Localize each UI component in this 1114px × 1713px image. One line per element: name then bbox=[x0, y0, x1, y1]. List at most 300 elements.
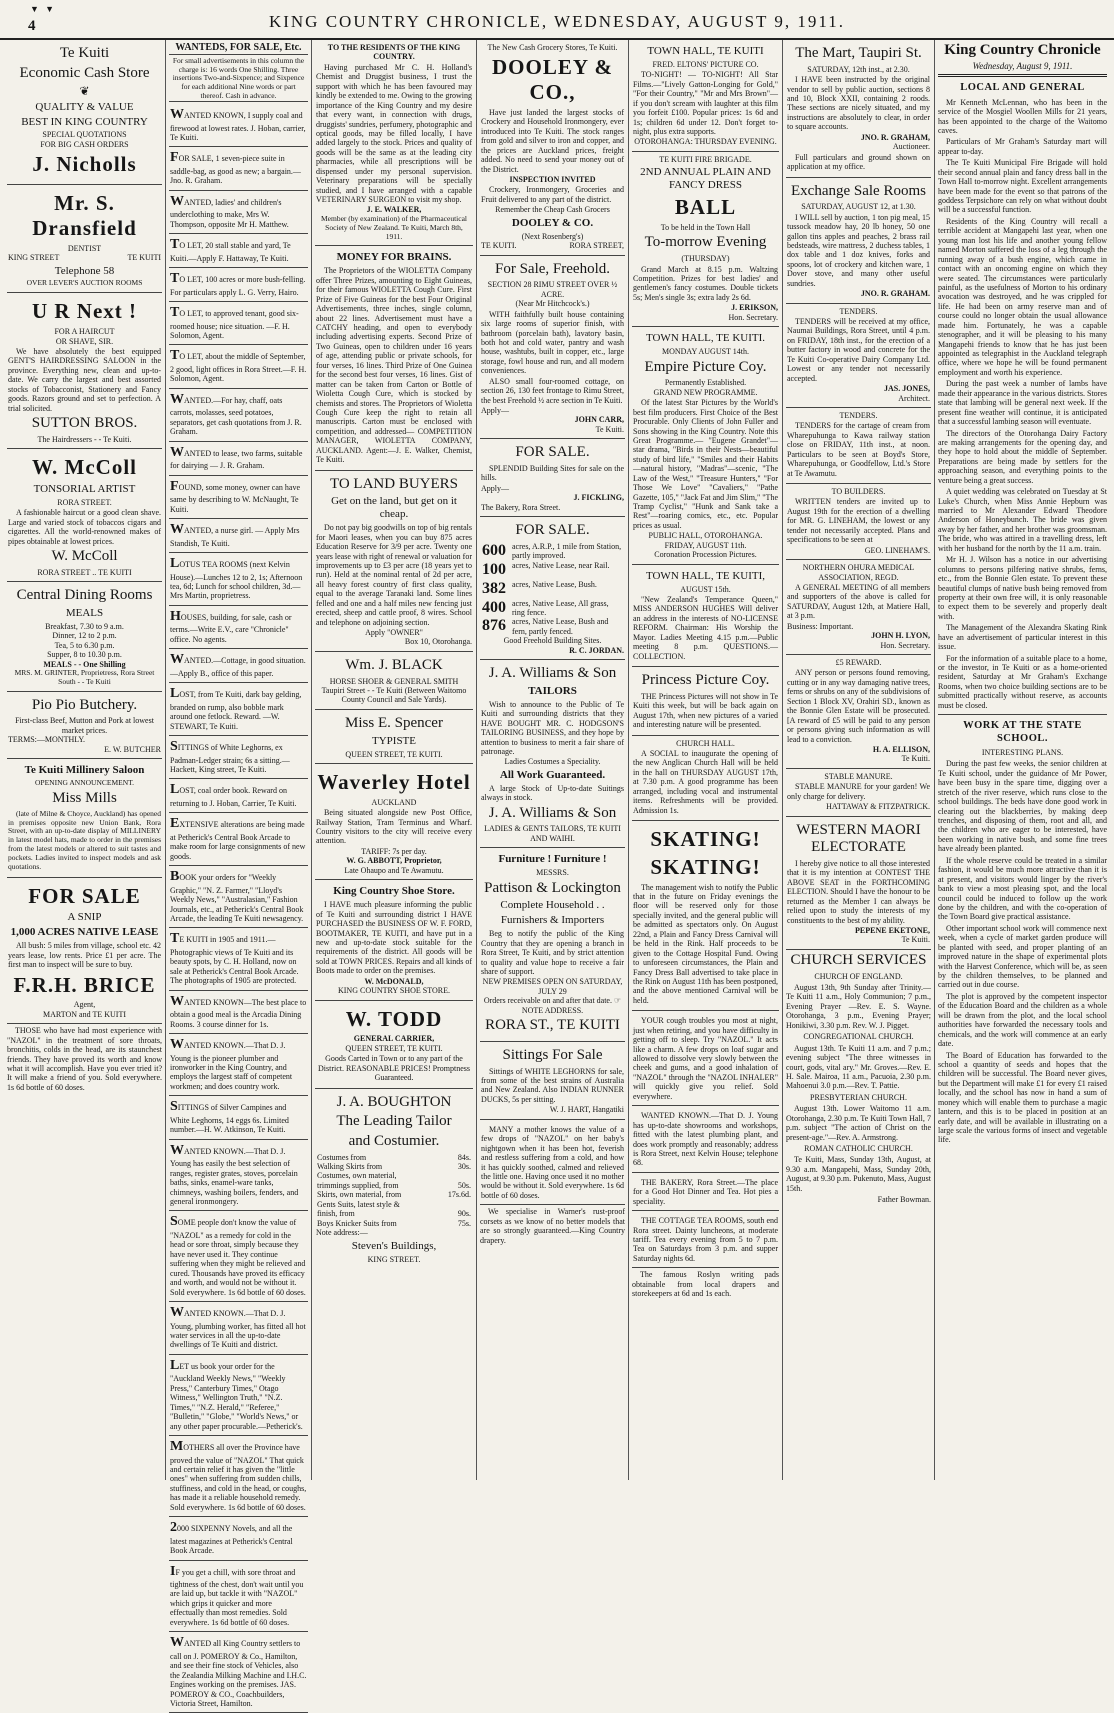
school-subhead: INTERESTING PLANS. bbox=[981, 747, 1064, 757]
ad-reward bbox=[786, 655, 931, 769]
classified-ad: WANTED, a nurse girl. — Apply Mrs Standish, Te Kuiti. bbox=[169, 519, 308, 553]
ad-boughton bbox=[315, 1089, 473, 1268]
money-body: The Proprietors of the WIOLETTA Company offer Three Prizes, amounting to Eight Guineas, for their famous WIOLETTA Cough Cure. First Prize of Five Guineas for the best Four Original Advertisements, three inches, single column, about 22 lines. Advertisement must have a CATCHY heading, and open to everybody including advertising experts. Second Prize of Two Guineas, open to children under 16 years of age, attending public or private schools, for four verses, 16 lines. Third Prize of One Guinea for the second best four verses, 16 lines. Gist of matter can be taken from Carton or Bottle of Wioletta Cough Cure, which is stocked by chemists and stores. The Proprietors of Wioletta Cough Cure keep the right to retain all manuscripts. Carton must be enclosed with competition, and addressed— COMPETITION MANAGER, WIOLETTA COMPANY, AUCKLAND. Agent:—J. E. Walker, Chemist, Te Kuiti. bbox=[316, 266, 472, 465]
butchery-body: First-class Beef, Mutton and Pork at lowest market prices. bbox=[15, 716, 154, 735]
cong-head: CONGREGATIONAL CHURCH. bbox=[803, 1032, 914, 1042]
classified-ad: EXTENSIVE alterations are being made at Petherick's Central Book Arcade to make room for large consignments of new goods. bbox=[169, 813, 308, 866]
divider bbox=[938, 714, 1107, 715]
todd-name: W. TODD bbox=[345, 1006, 443, 1031]
skating-head-2: SKATING! bbox=[650, 854, 761, 879]
ball-venue: To be held in the Town Hall bbox=[660, 223, 751, 233]
exchange-name: Exchange Sale Rooms bbox=[791, 182, 926, 199]
news-paragraph: During the past week a number of lambs have made their appearance in the various districts. Stores state that lambing will be general next week. If the present fine weather will continue, it is anticipated that a successful lambing season will eventuate. bbox=[938, 379, 1107, 427]
roslyn-ad: The famous Roslyn writing pads obtainable from local drapers and storekeepers at 6d and 1s each. bbox=[632, 1270, 779, 1299]
dentist-town: TE KUITI bbox=[127, 253, 161, 263]
stable-hattaway: HATTAWAY & FITZPATRICK. bbox=[826, 802, 930, 812]
temperance-date: AUGUST 15th. bbox=[680, 584, 731, 594]
black-trade: HORSE SHOER & GENERAL SMITH bbox=[329, 676, 459, 686]
western-body: I hereby give notice to all those interested that it is my intention at CONTEST THE ABOVE SEAT in the FORTHCOMING ELECTION. Should I have the honour to be returned as the Member I can always be relied upon to study the interests of my constituents to the best of my ability. bbox=[787, 858, 930, 925]
brice-location: MARTON and TE KUITI bbox=[43, 1009, 126, 1019]
dentist-street: KING STREET bbox=[8, 253, 60, 263]
reward-ellison: H. A. ELLISON, bbox=[872, 744, 930, 754]
editorial-masthead: King Country Chronicle bbox=[944, 42, 1101, 58]
sites-body: SPLENDID Building Sites for sale on the hills. bbox=[481, 464, 624, 483]
price-row: finish, from 90s. bbox=[317, 1209, 471, 1219]
classified-ad: SITTINGS of Silver Campines and White Leghorns, 14 eggs 6s. Limited number.—H. W. Atkinson, Te Kuiti. bbox=[169, 1096, 308, 1139]
acres-row: 382 acres, Native Lease, Bush. bbox=[482, 579, 597, 597]
chemist-name: J. E. WALKER, bbox=[366, 205, 422, 215]
classified-ad: WANTED KNOWN.—That D. J. Young, plumbing worker, has fitted all hot water services in all the up-to-date dwellings of Te Kuiti and district. bbox=[169, 1302, 308, 1355]
local-general-head: LOCAL AND GENERAL bbox=[960, 82, 1085, 94]
acres-table bbox=[481, 542, 624, 636]
pattison-messrs: MESSRS. bbox=[536, 868, 569, 878]
classified-ad: FOUND, some money, owner can have same by describing to W. McNaught, Te Kuiti. bbox=[169, 476, 308, 519]
boughton-price-list bbox=[316, 1153, 472, 1229]
ad-piopio-butchery bbox=[7, 692, 162, 759]
news-paragraph: Mr H. J. Wilson has a notice in our advertising columns to persons pilfering native shrubs, ferns, etc., from the Bonnie Glen estate. To prevent these beautiful clumps of native bush being removed from property at their own free will, it is only reasonable to expect them to be severely and properly dealt with. bbox=[938, 555, 1107, 621]
classified-ad: WANTED all King Country settlers to call on J. POMEROY & Co., Hamilton, and see their fine stock of Vehicles, also the Zealandia Milking Machine and I.H.C. Engines working on the premises. JAS. POMEROY & CO., Coachbuilders, Victoria Street, Hamilton. bbox=[169, 1632, 308, 1713]
classified-ad: WANTED KNOWN, I supply coal and firewood at lowest rates. J. Hoban, carrier, Te Kuiti. bbox=[169, 104, 308, 147]
price-row: trimmings supplied, from 50s. bbox=[317, 1180, 471, 1190]
ball-when: To-morrow Evening bbox=[644, 234, 767, 251]
dooley-name-2: DOOLEY & CO. bbox=[511, 216, 594, 229]
exchange-date: SATURDAY, AUGUST 12, at 1.30. bbox=[801, 202, 916, 212]
ad-temperance bbox=[632, 565, 779, 667]
empire-permanent: Permanently Established. bbox=[664, 378, 747, 388]
church-services bbox=[786, 952, 931, 1205]
price-row: Costumes, own material, bbox=[317, 1171, 397, 1181]
price-row: Costumes from 84s. bbox=[317, 1152, 471, 1162]
land-head: TO LAND BUYERS bbox=[329, 475, 459, 492]
running-head: KING COUNTRY CHRONICLE, WEDNESDAY, AUGUST 9, 1911. bbox=[268, 12, 846, 31]
acres-jordan: R. C. JORDAN. bbox=[569, 645, 624, 655]
classified-ad: LOST, from Te Kuiti, dark bay gelding, branded on rump, also bobble mark around one fetlock. Reward. —W. STEWART, Te Kuiti. bbox=[169, 683, 308, 736]
empire-date: MONDAY AUGUST 14th. bbox=[661, 347, 750, 357]
ohura-business: Business: Important. bbox=[787, 621, 854, 631]
empire-name: Empire Picture Coy. bbox=[644, 358, 767, 375]
western-eketone: PEPENE EKETONE, bbox=[855, 926, 930, 935]
bakery-ad: THE BAKERY, Rora Street.—The place for a Good Hot Dinner and Tea. Hot pies a speciality. bbox=[632, 1175, 779, 1211]
williams-stock: A large Stock of Up-to-date Suitings always in stock. bbox=[481, 783, 624, 803]
temperance-venue: TOWN HALL, TE KUITI, bbox=[645, 569, 766, 582]
waverley-city: AUCKLAND bbox=[371, 797, 417, 807]
classified-ad: TO LET, 20 stall stable and yard, Te Kuiti.—Apply F. Hattaway, Te Kuiti. bbox=[169, 234, 308, 268]
dining-breakfast: Breakfast, 7.30 to 9 a.m. bbox=[45, 621, 124, 631]
classified-ad: SOME people don't know the value of "NAZOL" as a remedy for cold in the head or sore throat, simply because they have never used it. They continue suffering when they might be relieved and cured. Thousands have proved its efficacy and worth, and would not be without it. Sold everywhere. 1s 6d bottle of 60 doses. bbox=[169, 1211, 308, 1302]
freehold-near: (Near Mr Hitchcock's.) bbox=[515, 299, 590, 309]
williams-ladies: Ladies Costumes a Speciality. bbox=[504, 757, 601, 767]
empire-venue: TOWN HALL, TE KUITI. bbox=[645, 332, 766, 345]
reward-head: £5 REWARD. bbox=[835, 658, 882, 667]
news-paragraph: For the information of a suitable place to a home, or the investor, in Te Kuiti or as a home-oriented resident, Saturday at Mr Graham's Exchange Rooms, when two choice building sections are to be submitted practically without reserve, as accounts must be closed. bbox=[938, 653, 1107, 710]
acres-row: 100 acres, Native Lease, near Rail. bbox=[482, 560, 610, 578]
tenders-body: TENDERS will be received at my office, Naumai Buildings, Rora Street, until 4 p.m. on FRIDAY, 18th inst., for the erection of a butter factory in wood and concrete for the Te Kuiti Co-operative Dairy Company Ltd. Lowest or any tender not necessarily accepted. bbox=[787, 317, 930, 383]
ball-brigade: TE KUITI FIRE BRIGADE. bbox=[659, 154, 752, 164]
millinery-body: (late of Milne & Choyce, Auckland) has opened in premises opposite new Union Bank, Rora Street, with an up-to-date display of MILLINERY in latest model hats, made to order in the premises from the latest models or altered to suit tastes and pockets. Ladies invited to inspect models and ask quotations. bbox=[8, 808, 161, 871]
ad-skating bbox=[632, 821, 779, 1011]
news-paragraph: The Te Kuiti Municipal Fire Brigade will hold their second annual plain and fancy dress ball in the Town Hall to-morrow night. Excellent arrangements have been made for the event so that patrons of the goddess Terpsichore can rely on what without doubt will be a successful function. bbox=[938, 158, 1107, 215]
ad-dentist bbox=[7, 185, 162, 293]
western-town: Te Kuiti. bbox=[901, 935, 930, 945]
ad-land-buyers bbox=[315, 471, 473, 652]
news-paragraph: The Board of Education has forwarded to the school a quantity of seeds and hopes that the children will be successful. The Board never gives, but the Department will make £1 for every £1 raised locally, and the school has now in hand a sum of money which will enable them to purchase a magic lantern, and this is to be placed in position at an early date, and will be available in illustrating on a large scale the various forms of insect and vegetable life. bbox=[938, 1050, 1107, 1145]
reward-body: ANY person or persons found removing, cutting or in any way damaging native trees, ferns or shrubs on any of the subdivisions of Section 1 Block XV, Orahiri SD., known as the Bonnie Glen Estate will be prosecuted. [A reward of £5 will be paid to any person or persons giving such information as will lead to a conviction. bbox=[787, 668, 930, 744]
column-4 bbox=[477, 40, 629, 1480]
pattison-head: Furniture ! Furniture ! bbox=[498, 853, 607, 866]
mart-body: I HAVE been instructed by the original vendor to sell by public auction, sections 8 and 10, Block XXII, containing 2 roods. These sections are nicely situated, and my instructions are absolutely to clear, in order to square accounts. bbox=[787, 75, 930, 132]
ad-mccoll bbox=[7, 449, 162, 582]
sites-head: FOR SALE. bbox=[515, 444, 590, 461]
black-address: Taupiri Street - - Te Kuiti (Between Waitomo County Council and Sale Yards). bbox=[321, 686, 467, 705]
ad-fire-brigade-ball bbox=[632, 152, 779, 327]
waverley-name: Waverley Hotel bbox=[317, 769, 471, 794]
church-hall-body: A SOCIAL to inaugurate the opening of the new Anglican Church Hall will be held in the hall on THURSDAY AUGUST 17th, at 7.30 p.m. A good programme has been arranged, including vocal and instrumental items. Refreshments will be provided. Admission 1s. bbox=[633, 748, 778, 815]
news-paragraph: The plot is approved by the competent inspector of the Education Board and the children as a whole will be drawn from the plot, and the local school authorities have forwarded the necessary tools and chemicals, and the work will commence at an early date. bbox=[938, 991, 1107, 1049]
acres-sites: Good Freehold Building Sites. bbox=[503, 636, 602, 646]
price-row: Walking Skirts from 30s. bbox=[317, 1162, 471, 1172]
dentist-title: DENTIST bbox=[67, 243, 102, 253]
ad-shoe-store bbox=[315, 880, 473, 1000]
classified-ad: MOTHERS all over the Province have proved the value of "NAZOL" That quick and certain relief it has given the "little ones" when suffering from sudden chills, stuffiness, and cold in the head, or coughs, has made it a reliable household remedy. Sold everywhere. 1s 6d bottle of 60 doses. bbox=[169, 1436, 308, 1517]
ohura-sec: Hon. Secretary. bbox=[880, 640, 930, 650]
land-apply: Apply "OWNER" bbox=[365, 628, 423, 637]
exchange-body: I WILL sell by auction, 1 ton pig meal, 15 tussock meadow hay, 20 lb honey, 50 one gallon tins apples and peaches, 2 brass rail bedsteads, wire mattress, 2 duchess tables, 1 dox table and 1 doz knives, forks and spoons, lot of crockery and kitchen ware, 1 Dover stove, and many other useful sundries. bbox=[787, 212, 930, 288]
ad-millinery bbox=[7, 759, 162, 877]
classified-ad: HOUSES, building, for sale, cash or terms.—Write E.V., care "Chronicle" office. No agents. bbox=[169, 606, 308, 649]
nazol-ad: THOSE who have had most experience with "NAZOL" in the treatment of sore throats, bronchitis, colds in the head, are its staunchest friends. They have proved its worth and know what it will accomplish. Have you ever tried it? It will make a friend of you. Sold everywhere. 1s 6d bottle of 60 doses. bbox=[7, 1026, 162, 1092]
classified-ad: WANTED.—Cottage, in good situation.—Apply B., office of this paper. bbox=[169, 649, 308, 683]
western-head: WESTERN MAORI ELECTORATE bbox=[796, 821, 921, 856]
pres-body: August 13th. Lower Waitomo 11 a.m. Otorohanga, 2.30 p.m. Te Kuiti Town Hall, 7 p.m. subject "The action of Christ on the present-age."—Rev. A. Armstrong. bbox=[786, 1104, 931, 1142]
classified-ad: BOOK your orders for "Weekly Graphic," "N. Z. Farmer," "Lloyd's Weekly News," "Australasian," Fashion Journals, etc., at Petherick's Central Book Arcade, the leading Te Kuiti newsagency. bbox=[169, 866, 308, 928]
sutton-sub-2: OR SHAVE, SIR. bbox=[55, 336, 114, 346]
butchery-owner: E. W. BUTCHER bbox=[104, 744, 161, 754]
sutton-name: SUTTON BROS. bbox=[31, 415, 138, 432]
price-row: Boys Knicker Suits from 75s. bbox=[317, 1218, 471, 1228]
mccoll-signature: W. McColl bbox=[51, 548, 118, 565]
cartage-head: TENDERS. bbox=[839, 410, 878, 420]
ad-jordan-acres bbox=[480, 517, 625, 660]
wanteds-title: WANTEDS, FOR SALE, Etc. bbox=[169, 42, 308, 55]
freehold-town: Te Kuiti. bbox=[595, 424, 624, 434]
dining-proprietress: MRS. M. GRINTER, Proprietress, Rora Street South - - Te Kuiti bbox=[14, 668, 155, 686]
millinery-opening: OPENING ANNOUNCEMENT. bbox=[34, 778, 135, 788]
ohura-body: A GENERAL MEETING of all members and supporters of the above is called for SATURDAY, August 12th, at Matiere Hall, at 3 p.m. bbox=[787, 582, 930, 621]
land-sub: Get on the land, but get on it cheap. bbox=[331, 495, 457, 521]
mart-particulars: Full particulars and ground shown on application at my office. bbox=[787, 152, 930, 172]
builders-lineham: GEO. LINEHAM'S. bbox=[864, 545, 930, 555]
boughton-street: KING STREET. bbox=[367, 1254, 421, 1264]
stable-head: STABLE MANURE. bbox=[824, 771, 893, 781]
ad-building-sites bbox=[480, 439, 625, 517]
snip-body: All bush: 5 miles from village, school etc. 42 years lease, low rents. Price £1 per acre. The first man to inspect will be sure to buy. bbox=[8, 941, 161, 970]
news-paragraph: A quiet wedding was celebrated on Tuesday at St Luke's Church, when Miss Annie Hepburn was married to Mr Alexander Edward Theodore Anderson of Honeybunch. The bride was given away by her father, and her brother was groomsman. The bride, who was attired in a travelling dress, left with her husband for the north by the 11 a.m. train. bbox=[938, 487, 1107, 553]
freehold-head: For Sale, Freehold. bbox=[495, 260, 610, 277]
school-head: WORK AT THE STATE SCHOOL. bbox=[963, 720, 1082, 744]
ball-day: (THURSDAY) bbox=[681, 254, 730, 264]
nazol-mother-ad: MANY a mother knows the value of a few drops of "NAZOL" on her baby's nightgown when it has been hot, feverish and restless suffering from a cold, and how it has quickly soothed, calmed and relieved the little one. Having once used it no mother would be without it. Sold everywhere. 1s 6d bottle of 60 doses. bbox=[480, 1122, 625, 1206]
news-paragraph: Other important school work will commence next week, when a cycle of market garden produce will be planted with seed, and proper planting of an improved nature in the shape of experimental plots with the Harvest Conference, which will be, as seen by the children themselves, to be planned and carried out in due course. bbox=[938, 923, 1107, 990]
church-head: CHURCH SERVICES bbox=[790, 951, 927, 968]
classified-ad: WANTED.—For hay, chaff, oats carrots, molasses, seed potatoes, separators, get cash quotations from J. R. Graham. bbox=[169, 389, 308, 442]
dentist-name: Mr. S. Dransfield bbox=[32, 191, 137, 240]
elton-body: TO-NIGHT! — TO-NIGHT! All Star Films.—"Lively Gatton-Longing for Gold," "For their Country," "Mr and Mrs Brown"—if you don't scream with laughter at this film you forfeit £100. Popular prices: 1s 6d and 1s; children 6d under 12. Don't forget to-night, plus extra supports. bbox=[633, 70, 778, 137]
acres-row: 876 acres, Native Lease, Bush and fern, partly fenced. bbox=[482, 617, 609, 636]
chemist-credentials: Member (by examination) of the Pharmaceutical Society of New Zealand. Te Kuiti, March 8th, 1911. bbox=[321, 213, 467, 241]
price-row: Gents Suits, latest style & bbox=[317, 1199, 400, 1209]
news-paragraph: The Management of the Alexandra Skating Rink have an advertisement of particular interest in this issue. bbox=[938, 623, 1107, 652]
cottage-tearooms-ad: THE COTTAGE TEA ROOMS, south end Rora street. Dainty luncheons, at moderate tariff. Tea every evening from 5 to 7 p.m. Tea on Saturdays from 3 p.m. and supper Saturday nights 6d. bbox=[632, 1213, 779, 1268]
snip-forsale: FOR SALE bbox=[28, 883, 141, 908]
ad-waverley bbox=[315, 764, 473, 880]
boughton-name: J. A. BOUGHTON bbox=[336, 1093, 452, 1110]
classified-ad: TO LET, 100 acres or more bush-felling. For particulars apply L. G. Verry, Hairo. bbox=[169, 268, 308, 302]
column-7 bbox=[935, 40, 1110, 1480]
corner-mark: ▼ ▼ bbox=[30, 4, 57, 14]
store-special-2: FOR BIG CASH ORDERS bbox=[40, 139, 129, 149]
snip-acres: 1,000 ACRES NATIVE LEASE bbox=[10, 926, 159, 939]
school-article bbox=[938, 759, 1107, 1145]
dining-meals-head: MEALS bbox=[65, 606, 104, 619]
williams-trade: TAILORS bbox=[528, 684, 577, 697]
pattison-complete: Complete Household . . bbox=[500, 899, 605, 912]
builders-head: TO BUILDERS. bbox=[831, 487, 886, 496]
ad-money-for-brains bbox=[315, 246, 473, 470]
ad-spencer bbox=[315, 710, 473, 764]
ad-pattison bbox=[480, 848, 625, 1042]
boughton-note: Note address:— bbox=[316, 1228, 368, 1238]
ball-body: Grand March at 8.15 p.m. Waltzing Competition. Prizes for best ladies' and gentlemen's fancy costumes. Double tickets 5s; Men's single 3s; extra lady 2s 6d. bbox=[633, 264, 778, 302]
tenders-architect: Architect. bbox=[898, 393, 930, 403]
williams-name-2: J. A. Williams & Son bbox=[488, 804, 617, 821]
ad-princess-pictures bbox=[632, 667, 779, 735]
ad-todd-carrier bbox=[315, 1001, 473, 1089]
dooley-intro: The New Cash Grocery Stores, Te Kuiti. bbox=[487, 43, 618, 52]
freehold-section: SECTION 28 RIMU STREET OVER ½ ACRE. bbox=[487, 280, 618, 299]
classified-ad: TO LET, about the middle of September, 2 good, light offices in Rora Street.—F. H. Solomon, Agent. bbox=[169, 345, 308, 388]
ad-empire-pictures bbox=[632, 327, 779, 564]
princess-body: THE Princess Pictures will not show in Te Kuiti this week, but will be back again on August 17th, when new pictures of a varied and interesting nature will be presented. bbox=[633, 691, 778, 730]
pattison-furnishers: Furnishers & Importers bbox=[500, 914, 605, 927]
sutton-tagline: The Hairdressers - - Te Kuiti. bbox=[37, 434, 132, 444]
empire-coronation: Coronation Procession Pictures. bbox=[654, 550, 757, 560]
ad-freehold bbox=[480, 256, 625, 440]
brice-name: F.R.H. BRICE bbox=[13, 972, 156, 997]
young-showroom-ad: WANTED KNOWN.—That D. J. Young has up-to-date showrooms and workshops, fitted with the latest plumbing plant, and does work promptly and reasonably; address is Rora Street, next Kelvin House; telephone 68. bbox=[632, 1108, 779, 1173]
williams-guarantee: All Work Guaranteed. bbox=[499, 768, 606, 781]
mccoll-body: A fashionable haircut or a good clean shave. Large and varied stock of tobaccos cigars and cigarettes. All the world-renowned makes of pipes obtainable at lowest prices. bbox=[8, 508, 161, 546]
millinery-head: Te Kuiti Millinery Saloon bbox=[24, 764, 145, 777]
todd-trade: GENERAL CARRIER, bbox=[353, 1034, 435, 1044]
dining-price: MEALS - - One Shilling bbox=[43, 659, 126, 669]
sites-apply: Apply— bbox=[481, 483, 509, 493]
butchery-name: Pio Pio Butchery. bbox=[31, 696, 138, 713]
ad-stable-manure bbox=[786, 769, 931, 817]
acres-row: 600 acres, A.R.P., 1 mile from Station, partly improved. bbox=[482, 541, 622, 561]
ad-chemist bbox=[315, 40, 473, 246]
nazol-cough-ad: YOUR cough troubles you most at night, just when retiring, and you have difficulty in getting off to sleep. Try "NAZOL." It acts like a charm. A few drops on loaf sugar and allowed to dissolve very slowly between the cheek and gums, and a good inhalation of "NAZOL" through the "NAZOL INHALER" will quickly give you relief. Sold everywhere. bbox=[632, 1013, 779, 1106]
warner-ad: We specialise in Warner's rust-proof corsets as we know of no better models that are so strongly guaranteed.—King Country drapery. bbox=[480, 1207, 625, 1245]
williams-locations: LADIES & GENTS TAILORS, TE KUITI AND WAIHI. bbox=[484, 824, 621, 843]
sittings-body: Sittings of WHITE LEGHORNS for sale, from some of the best strains of Australia and New Zealand. Also INDIAN RUNNER DUCKS, 5s per sitting. bbox=[481, 1066, 624, 1104]
todd-body: Goods Carted in Town or to any part of the District. REASONABLE PRICES! Promptness Guaranteed. bbox=[317, 1054, 470, 1083]
freehold-apply: Apply— bbox=[481, 406, 509, 415]
empire-friday: FRIDAY, AUGUST 11th. bbox=[664, 540, 747, 550]
chemist-body: Having purchased Mr C. H. Holland's Chemist and Druggist business, I trust the support with which he has been favoured may kindly be extended to me. Owing to the growing importance of the King Country and my desire that every want, in connection with drugs, druggists' sundries, perfumery, photographic and optical goods, may be filled locally, I have added largely to the stock. Prices and quality of goods will be the same as at the leading city pharmacies, while all prescriptions will be dispensed under my personal supervision. Veterinary preparations will be specially studied, and I have arranged with a capable VETERINARY SURGEON to visit my shop. bbox=[316, 62, 472, 204]
classified-ad: FOR SALE, 1 seven-piece suite in saddle-bag, as good as new; a bargain.—Jno. R. Graham. bbox=[169, 147, 308, 190]
page-number: 4 bbox=[28, 18, 36, 34]
dooley-town: TE KUITI. bbox=[481, 241, 517, 251]
shoe-head: King Country Shoe Store. bbox=[333, 885, 455, 898]
ad-black-smith bbox=[315, 652, 473, 710]
elton-otoro: OTOROHANGA: THURSDAY EVENING. bbox=[634, 137, 777, 147]
cath-body: Te Kuiti, Mass, Sunday 13th, August, at 9.30 a.m. Mangapehi, Mass, Sunday 20th, August, at 9.30 p.m. Pukenuto, Mass, August 15th. bbox=[786, 1155, 931, 1193]
cath-bowman: Father Bowman. bbox=[877, 1195, 931, 1205]
shoe-owner: W. McDONALD, bbox=[364, 976, 424, 986]
cartage-body: TENDERS for the cartage of cream from Wharepuhunga to Kawa railway station close on FRIDAY, 11th inst., at noon. Particulars to be seen at Boyd's Store, Wharepuhunga, or Goodfellow, Ltd.'s Store at Te Awamutu. bbox=[787, 421, 930, 478]
williams-name: J. A. Williams & Son bbox=[488, 665, 617, 682]
todd-address: QUEEN STREET, TE KUITI. bbox=[345, 1043, 443, 1053]
boughton-tailor: The Leading Tailor bbox=[336, 1113, 452, 1130]
waverley-proprietor: W. G. ABBOTT, Proprietor, bbox=[346, 856, 442, 866]
elton-company: FRED. ELTONS' PICTURE CO. bbox=[652, 59, 759, 69]
sittings-hart: W. J. HART, Hangatiki bbox=[549, 1105, 624, 1115]
sutton-sub-1: FOR A HAIRCUT bbox=[54, 327, 115, 337]
news-paragraph: The directors of the Otorohanga Dairy Factory are making arrangements for the opening day, and they hope to hold about the middle of September. Preparations are being made by settlers for the approaching season, and everything points to the venture being a great success. bbox=[938, 428, 1107, 485]
dining-tea: Tea, 5 to 6.30 p.m. bbox=[54, 640, 115, 650]
news-paragraph: Particulars of Mr Graham's Saturday mart will appear to-day. bbox=[938, 137, 1107, 156]
ball-annual: 2ND ANNUAL PLAIN AND FANCY DRESS bbox=[640, 166, 771, 192]
black-name: Wm. J. BLACK bbox=[345, 656, 443, 673]
ad-central-dining bbox=[7, 582, 162, 692]
mart-date: SATURDAY, 12th inst., at 2.30. bbox=[807, 64, 910, 74]
sites-bakery: The Bakery, Rora Street. bbox=[481, 502, 561, 512]
waverley-tariff: TARIFF: 7s per day. bbox=[361, 846, 427, 856]
pattison-premises: NEW PREMISES OPEN ON SATURDAY, JULY 29 bbox=[482, 977, 623, 996]
dining-name: Central Dining Rooms bbox=[16, 587, 153, 604]
empire-body: Of the latest Star Pictures by the World's best film producers. First Choice of the Best Procurable. Only Clients of John Fuller and Sons showing in the King Country. Note this Great Programme.— "Eugene Grandet"—star drama, "Birds in their Nests—beautiful study of bird life," "Smiles and their Habits —natural history, "Madras"—scenic, "The Law of the West," "Treasure Hunters," "For Those We Love" "Cavaliers," "Pathe Gazette, 105," "Jack Fat and Jim Slim," "The Tramp Cyclist," "Hunk and Sank take a Rest"—roaring comics, etc., etc. Popular prices as usual. bbox=[633, 398, 778, 530]
classified-ad: WANTED KNOWN—The best place to obtain a good meal is the Arcadia Dining Rooms. 3 course dinner for 1s. bbox=[169, 991, 308, 1034]
dentist-location: OVER LEVER'S AUCTION ROOMS bbox=[26, 278, 143, 288]
ohura-lyon: JOHN H. LYON, bbox=[871, 631, 930, 641]
mccoll-name: W. McColl bbox=[31, 455, 138, 480]
chemist-head: TO THE RESIDENTS OF THE KING COUNTRY. bbox=[327, 43, 461, 62]
ad-tenders-cartage bbox=[786, 408, 931, 484]
butchery-terms: TERMS:—MONTHLY. bbox=[8, 735, 86, 745]
ornament-icon: ❦ bbox=[79, 84, 90, 99]
dooley-remember: Remember the Cheap Cash Grocers bbox=[495, 205, 610, 215]
mccoll-street: RORA STREET. bbox=[57, 497, 112, 507]
news-paragraph: Residents of the King Country will recall a terrible accident at Mangapehi last year, when one young man lost his life and another young fellow named Morton suffered the loss of a leg through the running away of a bush engine, which came in contact with an oncoming engine on which they were seated. The circumstances were particularly painful, as the usefulness of Morton to his ordinary avocation was destroyed, and he was crippled for life. He had been on army reserve man and of course could no longer obtain the usual allowance made him. Fortunately, he was a capable stenographer, and it will be pleasing to his many Mangapehi friends to know that he has just been appointed as telegraphist in the Auckland telegraph office, where we hope he will be found permanent employment and worth his experience. bbox=[938, 216, 1107, 377]
dining-supper: Supper, 8 to 10.30 p.m. bbox=[47, 650, 122, 660]
empire-programme: GRAND NEW PROGRAMME. bbox=[653, 387, 758, 397]
column-3 bbox=[312, 40, 477, 1480]
snip-title: A SNIP bbox=[67, 911, 102, 924]
spencer-trade: TYPISTE bbox=[372, 734, 416, 747]
dooley-next: (Next Rosenberg's) bbox=[521, 231, 584, 241]
mart-graham: JNO. R. GRAHAM, bbox=[860, 132, 930, 142]
store-quality-2: BEST IN KING COUNTRY bbox=[21, 115, 148, 128]
ad-ohura-medical bbox=[786, 560, 931, 655]
news-paragraph: If the whole reserve could be treated in a similar fashion, it would be much more attractive than it is at present, and visitors would linger by the river's bank to view a most pleasing spot, and the local council could be induced to follow up the work done by the children, and with the co-operation of the Town Board give practical assistance. bbox=[938, 855, 1107, 922]
classified-ad: WANTED to lease, two farms, suitable for dairying — J. R. Graham. bbox=[169, 442, 308, 476]
dentist-phone: Telephone 58 bbox=[54, 264, 115, 277]
masthead bbox=[0, 0, 1114, 40]
spencer-address: QUEEN STREET, TE KUITI. bbox=[345, 749, 443, 759]
money-head: MONEY FOR BRAINS. bbox=[336, 251, 452, 264]
column-2 bbox=[166, 40, 312, 1708]
williams-body: Wish to announce to the Public of Te Kuiti and surrounding districts that they HAVE BOUGHT MR. C. HODGSON'S TAILORING BUSINESS, and they hope by attention to business to merit a fair share of patronage. bbox=[481, 699, 624, 756]
ad-the-mart bbox=[786, 40, 931, 178]
ball-title: BALL bbox=[674, 195, 737, 220]
ohura-head: NORTHERN OHURA MEDICAL ASSOCIATION, REGD. bbox=[802, 563, 915, 582]
england-head: CHURCH OF ENGLAND. bbox=[814, 971, 903, 981]
acres-row: 400 acres, Native Lease, All grass, ring fence. bbox=[482, 598, 609, 617]
ad-sutton-bros bbox=[7, 293, 162, 449]
ball-sec: Hon. Secretary. bbox=[728, 312, 778, 322]
sites-fickling: J. FICKLING, bbox=[573, 493, 624, 503]
ad-tenders-butter bbox=[786, 304, 931, 408]
news-paragraph: During the past few weeks, the senior children at Te Kuiti school, under the guidance of Mr Power, have been busy in the spare time, digging over a stretch of the river reserve, which runs close to the school buildings. The beds have done good work in clearing out the blackberries, by making deep trenches, and disposing of them, root and all, and the children who are eager to be interested, have been working in native bush, and some fine trees have already been planted. bbox=[938, 759, 1107, 854]
shoe-body: I HAVE much pleasure informing the public of Te Kuiti and surrounding district I HAVE PURCHASED the BUSINESS OF W. F. FORD, BOOTMAKER, TE KUITI, and have put in a new and up-to-date stock suitable for the requirements of the district. All goods will be sold at TOWN PRICES. Repairs and all kinds of Boots made to order on the premises. bbox=[316, 900, 472, 976]
classified-ad: LET us book your order for the "Auckland Weekly News," "Weekly Press," Canterbury Times," Otago Witness," Wellington Truth," "N.Z. Times," "N.Z. Herald," "Referee," "Bulletin," "Globe," "World's News," or any other paper procurable.—Petherick's. bbox=[169, 1355, 308, 1436]
pres-head: PRESBYTERIAN CHURCH. bbox=[810, 1092, 907, 1102]
stable-body: STABLE MANURE for your garden! We only charge for delivery. bbox=[787, 782, 930, 801]
ad-economic-cash-store bbox=[7, 40, 162, 185]
land-body: Do not pay big goodwills on top of big rentals for Maori leases, when you can buy 875 acres Education Reserve for 3/9 per acre. Twenty one years lease with right of renewal or valuation for improvements up to £3 per acre (18 years yet to run). Held at the nominal rental of 2d per acre, all heavy forest country of first class quality, equal to the average Taranaki land. Some lines felled and one and a half miles new fencing just erected, sheep and cattle proof, 8 wires. School and telephone on adjoining section. bbox=[316, 523, 472, 627]
pattison-address: RORA ST., TE KUITI bbox=[485, 1017, 620, 1034]
dining-dinner: Dinner, 12 to 2 p.m. bbox=[52, 631, 117, 641]
classified-ad: WANTED KNOWN.—That D. J. Young is the pioneer plumber and ironworker in the King Country, and employs the largest staff of competent workmen; and does country work. bbox=[169, 1034, 308, 1096]
classifieds-list bbox=[169, 104, 308, 1713]
freehold-carr: JOHN CARR, bbox=[574, 415, 624, 425]
freehold-body: WITH faithfully built house containing six large rooms of superior finish, with bathroom (porcelain bath), lavatory basin, both hot and cold water, pantry and wash house, washtubs, built in copper, etc., large storage, fowl house and run, and all modern conveniences. bbox=[481, 309, 624, 376]
mccoll-title: TONSORIAL ARTIST bbox=[33, 482, 136, 495]
store-special-1: SPECIAL QUOTATIONS bbox=[42, 130, 127, 140]
editorial-date: Wednesday, August 9, 1911. bbox=[938, 61, 1107, 78]
tenders-jones: JAS. JONES, bbox=[883, 384, 930, 394]
shoe-store-name: KING COUNTRY SHOE STORE. bbox=[337, 986, 450, 996]
millinery-name: Miss Mills bbox=[52, 789, 117, 806]
column-1 bbox=[4, 40, 166, 1480]
brice-agent: Agent, bbox=[73, 1000, 96, 1010]
mccoll-address: RORA STREET .. TE KUITI bbox=[37, 567, 132, 577]
boughton-costumier: and Costumier. bbox=[348, 1132, 440, 1149]
acres-head: FOR SALE. bbox=[515, 522, 590, 539]
store-owner: J. Nicholls bbox=[32, 152, 137, 177]
ad-exchange-sale bbox=[786, 178, 931, 304]
news-paragraph: Mr Kenneth McLennan, who has been in the service of the Mosgiel Woollen Mills for 21 years, has been appointed to the charge of the Waitomo caves. bbox=[938, 97, 1107, 135]
classified-ad: SITTINGS of White Leghorns, ex Padman-Ledger strain; 6s a sitting.—Hackett, King street, Te Kuiti. bbox=[169, 736, 308, 779]
ad-dooley bbox=[480, 40, 625, 256]
england-body: August 13th, 9th Sunday after Trinity.—Te Kuiti 11 a.m., Holy Communion; 7 p.m., Evening Prayer —Rev. E. S. Wayne. Otorohanga, 3 p.m., Evening Prayer; Honikiwi, 3.30 p.m. Rev. W. J. Pigget. bbox=[786, 983, 931, 1030]
ad-for-sale-snip bbox=[7, 878, 162, 1025]
ad-williams-tailors bbox=[480, 660, 625, 848]
column-6 bbox=[783, 40, 935, 1480]
classified-ad: TE KUITI in 1905 and 1911.—Photographic views of Te Kuiti and its beauty spots, by C. H. Holland, now on sale at Petherick's Central Book Arcade. The photographs of 1905 are protected. bbox=[169, 928, 308, 990]
elton-venue: TOWN HALL, TE KUITI bbox=[647, 45, 764, 57]
temperance-body: "New Zealand's Temperance Queen," MISS ANDERSON HUGHES Will deliver an address in the interests of NO-LICENSE REFORM. Chairman: His Worship the Mayor. Ladies Meeting 4.15 p.m.—Public meeting 8 p.m. QUESTIONS.—COLLECTION. bbox=[633, 595, 778, 661]
sittings-head: Sittings For Sale bbox=[502, 1046, 603, 1063]
classified-ad: TO LET, to approved tenant, good six-roomed house; nice situation. —F. H. Solomon, Agent. bbox=[169, 302, 308, 345]
sutton-body: We have absolutely the best equipped GENT'S HAIRDRESSING SALOON in the province. Everything new, clean and up-to-date. We carry the largest and best assorted stocks of Tobacconist, Stationery and Fancy goods. Razors ground and set to perfection. A trial solicited. bbox=[8, 346, 161, 413]
dooley-inspection: INSPECTION INVITED bbox=[509, 175, 596, 185]
ad-elton-pictures bbox=[632, 40, 779, 152]
pattison-name: Pattison & Lockington bbox=[484, 879, 621, 896]
builders-body: WRITTEN tenders are invited up to August 19th for the erection of a dwelling for MR. G. LINEHAM, the lowest or any tender not necessarily accepted. Plans and specifications to be seen at bbox=[787, 497, 930, 545]
ad-church-hall bbox=[632, 736, 779, 822]
dooley-delivery: Crockery, Ironmongery, Groceries and Fruit delivered to any part of the district. bbox=[481, 185, 624, 204]
